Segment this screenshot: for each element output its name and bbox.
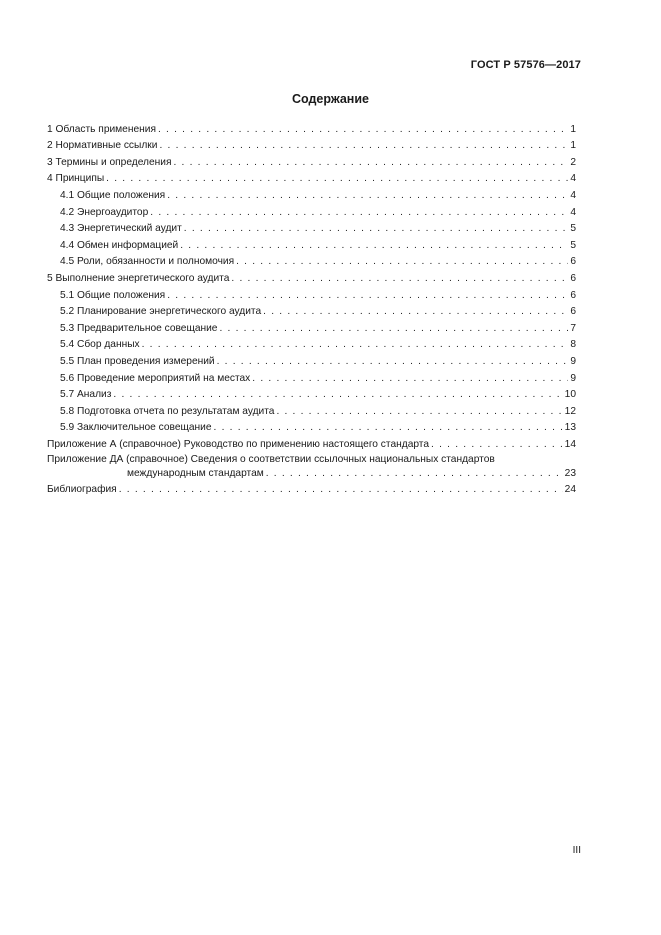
toc-leader — [173, 157, 568, 169]
toc-entry-title: 5.2 Планирование энергетического аудита — [60, 306, 262, 318]
toc-leader — [263, 306, 568, 318]
toc-entry[interactable] — [47, 119, 576, 136]
toc-leader — [113, 389, 562, 401]
page-number: III — [572, 845, 581, 856]
toc-leader — [266, 468, 563, 480]
toc-entry-page: 14 — [564, 438, 576, 450]
toc-entry[interactable] — [47, 368, 576, 385]
toc-entry-title: 3 Термины и определения — [47, 156, 172, 168]
toc-entry-page: 8 — [570, 339, 576, 351]
toc-entry-title: 5.6 Проведение мероприятий на местах — [60, 372, 251, 384]
toc-entry-page: 1 — [570, 123, 576, 135]
toc-entry[interactable] — [47, 252, 576, 269]
toc-leader — [167, 290, 568, 302]
toc-entry-page: 4 — [570, 206, 576, 218]
toc-entry-page: 1 — [570, 140, 576, 152]
toc-entry-title: 4.5 Роли, обязанности и полномочия — [60, 256, 235, 268]
toc-entry[interactable] — [47, 285, 576, 302]
toc-leader — [431, 439, 563, 451]
toc-entry[interactable] — [47, 418, 576, 435]
toc-entry[interactable] — [47, 351, 576, 368]
toc-entry-title-continuation: международным стандартам — [127, 467, 264, 479]
toc-entry[interactable] — [47, 318, 576, 335]
toc-leader — [106, 173, 568, 185]
toc-entry-title: Приложение ДА (справочное) Сведения о соответствии ссылочных национальных стандартов — [47, 453, 495, 465]
toc-leader — [167, 190, 568, 202]
toc-leader — [252, 373, 568, 385]
toc-entry-title: 5.1 Общие положения — [60, 289, 166, 301]
toc-leader — [184, 223, 569, 235]
toc-entry-title: 2 Нормативные ссылки — [47, 140, 158, 152]
toc-entry-title: 5.4 Сбор данных — [60, 339, 140, 351]
toc-entry[interactable] — [47, 169, 576, 186]
toc-entry[interactable] — [47, 302, 576, 319]
toc-entry[interactable] — [47, 434, 576, 451]
toc-entry-page: 6 — [570, 289, 576, 301]
toc-entry-page: 6 — [570, 272, 576, 284]
toc-entry-page: 2 — [570, 156, 576, 168]
toc-leader — [158, 124, 568, 136]
table-of-contents — [47, 119, 576, 496]
toc-entry-title: 4.4 Обмен информацией — [60, 239, 179, 251]
toc-entry[interactable] — [47, 152, 576, 169]
toc-entry-page: 9 — [570, 372, 576, 384]
toc-leader — [159, 140, 568, 152]
toc-entry-title: 1 Область применения — [47, 123, 156, 135]
toc-leader — [219, 323, 568, 335]
toc-entry-page: 9 — [570, 355, 576, 367]
toc-leader — [214, 422, 563, 434]
toc-entry[interactable] — [47, 185, 576, 202]
toc-leader — [180, 240, 568, 252]
toc-entry-page: 10 — [564, 389, 576, 401]
toc-entry-title: Приложение А (справочное) Руководство по применению настоящего стандарта — [47, 438, 430, 450]
toc-entry[interactable] — [47, 401, 576, 418]
toc-entry-page: 13 — [564, 422, 576, 434]
toc-entry-title: 5.7 Анализ — [60, 389, 112, 401]
toc-entry[interactable] — [47, 202, 576, 219]
toc-entry-page: 12 — [564, 405, 576, 417]
toc-entry[interactable] — [47, 451, 576, 480]
toc-entry-page: 7 — [570, 322, 576, 334]
toc-entry[interactable] — [47, 219, 576, 236]
toc-leader — [150, 207, 568, 219]
toc-entry-title: 5.8 Подготовка отчета по результатам аудита — [60, 405, 275, 417]
toc-entry-page: 6 — [570, 256, 576, 268]
toc-entry-title: 5 Выполнение энергетического аудита — [47, 272, 230, 284]
toc-title: Содержание — [291, 92, 369, 106]
toc-leader — [231, 273, 568, 285]
document-id: ГОСТ Р 57576—2017 — [470, 59, 581, 71]
toc-entry-page: 23 — [564, 467, 576, 479]
toc-entry[interactable] — [47, 335, 576, 352]
toc-entry[interactable] — [47, 480, 576, 497]
toc-leader — [217, 356, 569, 368]
toc-entry-page: 5 — [570, 223, 576, 235]
toc-leader — [119, 484, 563, 496]
toc-entry[interactable] — [47, 385, 576, 402]
toc-entry-title: Библиография — [47, 484, 117, 496]
toc-entry-title: 4.1 Общие положения — [60, 189, 166, 201]
toc-entry-page: 6 — [570, 306, 576, 318]
toc-entry-page: 24 — [564, 484, 576, 496]
toc-leader — [142, 339, 569, 351]
toc-leader — [236, 256, 568, 268]
toc-entry-title: 5.5 План проведения измерений — [60, 355, 215, 367]
toc-entry-title: 4 Принципы — [47, 173, 105, 185]
toc-entry-title: 5.3 Предварительное совещание — [60, 322, 218, 334]
toc-entry-title: 5.9 Заключительное совещание — [60, 422, 212, 434]
toc-entry-title: 4.3 Энергетический аудит — [60, 223, 182, 235]
toc-entry[interactable] — [47, 268, 576, 285]
toc-entry-title: 4.2 Энергоаудитор — [60, 206, 149, 218]
toc-entry-page: 4 — [570, 189, 576, 201]
toc-entry-page: 4 — [570, 173, 576, 185]
toc-entry-page: 5 — [570, 239, 576, 251]
toc-entry[interactable] — [47, 136, 576, 153]
toc-entry[interactable] — [47, 235, 576, 252]
toc-leader — [276, 406, 562, 418]
